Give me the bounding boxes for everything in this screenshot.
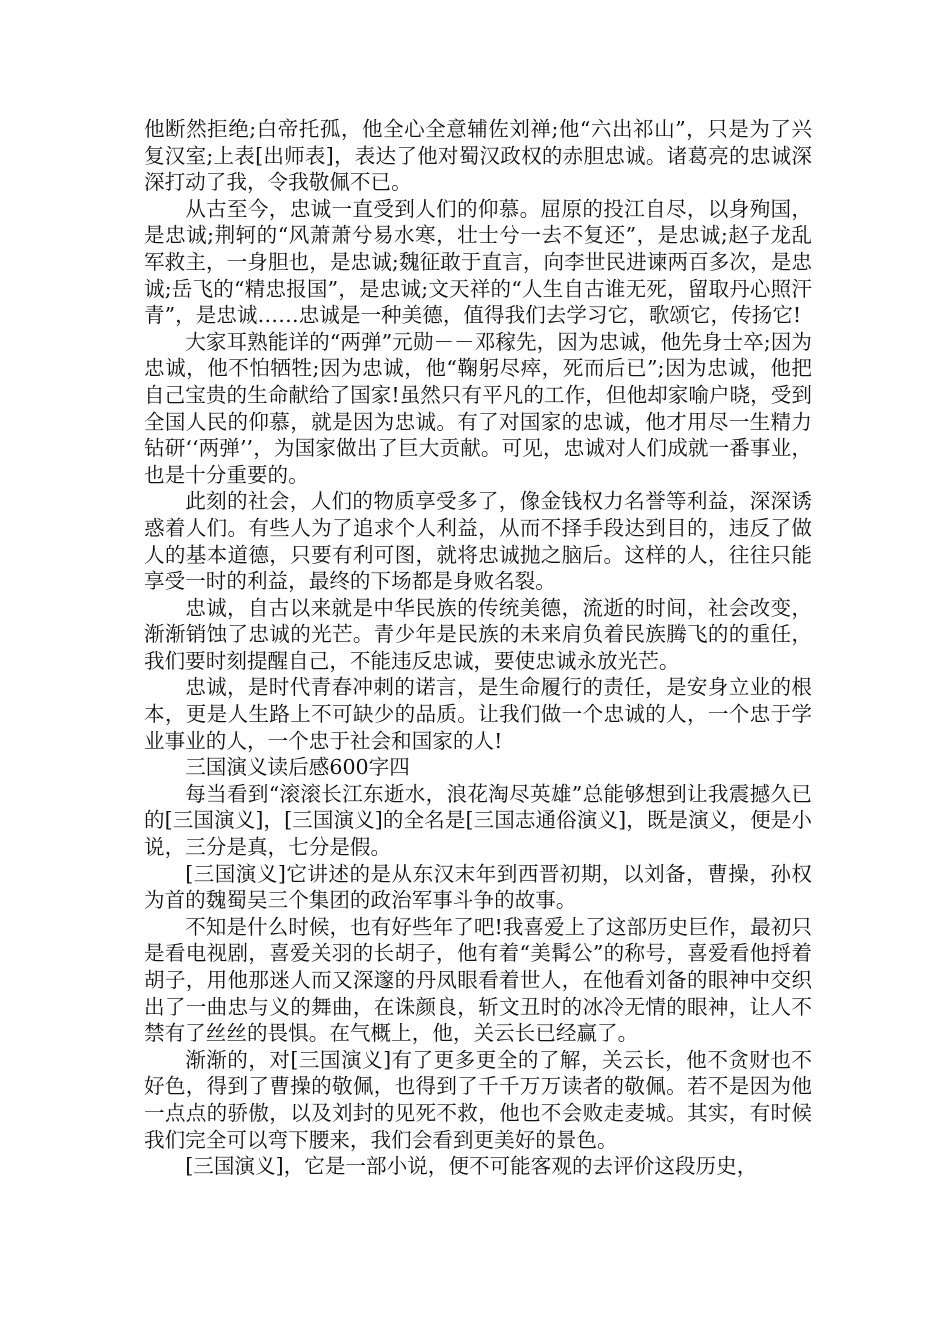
- section-heading: 三国演义读后感600字四: [185, 755, 410, 780]
- paragraph-traditional-virtue: 忠诚，自古以来就是中华民族的传统美德，流逝的时间，社会改变，渐渐销蚀了忠诚的光芒。青少年是民族的未来肩负着民族腾飞的的重任，我们要时刻提醒自己，不能违反忠诚，要使忠诚永放光芒。: [144, 595, 812, 673]
- paragraph-zhuge-liang-loyalty: 他断然拒绝;白帝托孤，他全心全意辅佐刘禅;他“六出祁山”，只是为了兴复汉室;上表[出师表]，表达了他对蜀汉政权的赤胆忠诚。诸葛亮的忠诚深深打动了我，令我敬佩不已。: [144, 117, 812, 195]
- paragraph-guan-yu-admiration: 不知是什么时候，也有好些年了吧!我喜爱上了这部历史巨作，最初只是看电视剧，喜爱关羽的长胡子，他有着“美髯公”的称号，喜爱看他捋着胡子，用他那迷人而又深邃的丹凤眼看着世人，在他看刘备的眼神中交织出了一曲忠与义的舞曲，在诛颜良，斩文丑时的冰冷无情的眼神，让人不禁有了丝丝的畏惧。在气概上，他，关云长已经赢了。: [144, 914, 812, 1046]
- paragraph-story-overview: [三国演义]它讲述的是从东汉末年到西晋初期，以刘备，曹操，孙权为首的魏蜀吴三个集团的政治军事斗争的故事。: [144, 861, 812, 913]
- paragraph-novel-history: [三国演义]，它是一部小说，便不可能客观的去评价这段历史，: [185, 1154, 758, 1179]
- paragraph-loyalty-promise: 忠诚，是时代青春冲刺的诺言，是生命履行的责任，是安身立业的根本，更是人生路上不可缺少的品质。让我们做一个忠诚的人，一个忠于学业事业的人，一个忠于社会和国家的人!: [144, 675, 812, 753]
- paragraph-deng-jiaxian: 大家耳熟能详的“两弹”元勋－－邓稼先，因为忠诚，他先身士卒;因为忠诚，他不怕牺牲;因为忠诚，他“鞠躬尽瘁，死而后已”;因为忠诚，他把自己宝贵的生命献给了国家!虽然只有平凡的工作，但他却家喻户晓，受到全国人民的仰慕，就是因为忠诚。有了对国家的忠诚，他才用尽一生精力钻研‘‘两弹’’，为国家做出了巨大贡献。可见，忠诚对人们成就一番事业，也是十分重要的。: [144, 329, 812, 487]
- paragraph-loyalty-since-ancient-times: 从古至今，忠诚一直受到人们的仰慕。屈原的投江自尽，以身殉国，是忠诚;荆轲的“风萧萧兮易水寒，壮士兮一去不复还”，是忠诚;赵子龙乱军救主，一身胆也，是忠诚;魏征敢于直言，向李世民进谏两百多次，是忠诚;岳飞的“精忠报国”，是忠诚;文天祥的“人生自古谁无死，留取丹心照汗青”，是忠诚……忠诚是一种美德，值得我们去学习它，歌颂它，传扬它!: [144, 196, 812, 328]
- paragraph-guan-yunchang-understanding: 渐渐的，对[三国演义]有了更多更全的了解，关云长，他不贪财也不好色，得到了曹操的敬佩，也得到了千千万万读者的敬佩。若不是因为他一点点的骄傲，以及刘封的见死不救，他也不会败走麦城。其实，有时候我们完全可以弯下腰来，我们会看到更美好的景色。: [144, 1047, 812, 1152]
- paragraph-gungun-changjiang: 每当看到“滚滚长江东逝水，浪花淘尽英雄”总能够想到让我震撼久已的[三国演义]，[三国演义]的全名是[三国志通俗演义]，既是演义，便是小说，三分是真，七分是假。: [144, 781, 812, 860]
- document-body: [144, 116, 812, 1180]
- paragraph-modern-society: 此刻的社会，人们的物质享受多了，像金钱权力名誉等利益，深深诱惑着人们。有些人为了追求个人利益，从而不择手段达到目的，违反了做人的基本道德，只要有利可图，就将忠诚抛之脑后。这样的人，往往只能享受一时的利益，最终的下场都是身败名裂。: [144, 489, 812, 594]
